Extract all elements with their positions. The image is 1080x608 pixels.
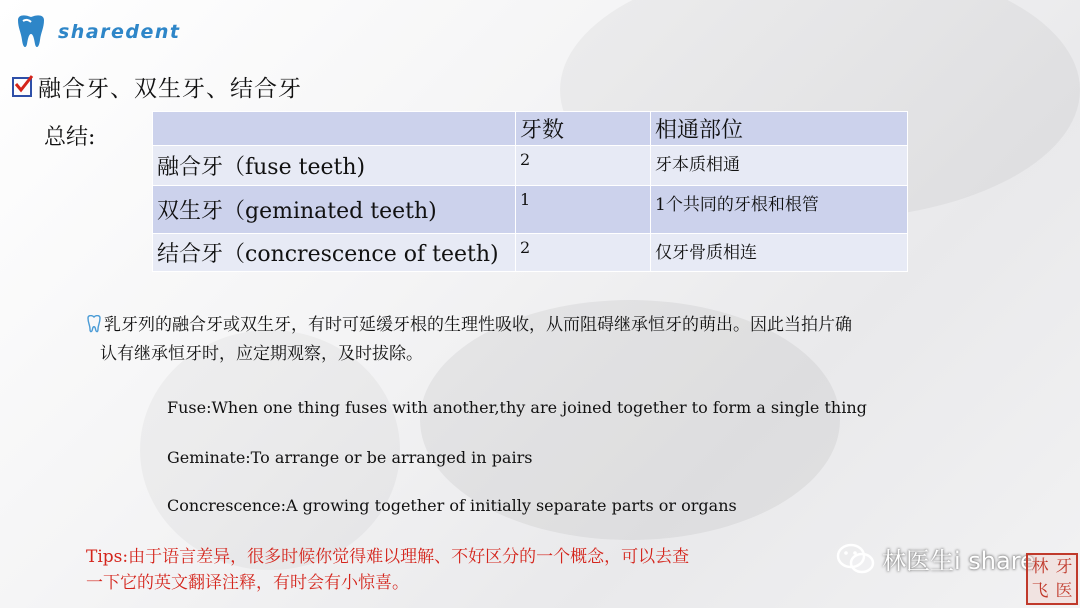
checked-box-icon bbox=[12, 77, 32, 97]
tooth-count-cell: 2 bbox=[516, 146, 651, 186]
header-cell: 相通部位 bbox=[651, 112, 908, 146]
table-row bbox=[153, 186, 908, 234]
tooth-count-cell: 2 bbox=[516, 234, 651, 272]
note-line: 乳牙列的融合牙或双生牙，有时可延缓牙根的生理性吸收，从而阻碍继承恒牙的萌出。因此当拍片确 bbox=[104, 315, 852, 335]
tooth-type-cell: 融合牙（fuse teeth) bbox=[153, 146, 516, 186]
table-row bbox=[153, 146, 908, 186]
tips-line: 一下它的英文翻译注释，有时会有小惊喜。 bbox=[86, 573, 409, 593]
brand-logo bbox=[14, 14, 181, 50]
seal-char: 林 bbox=[1031, 557, 1049, 577]
tips-line: Tips:由于语言差异，很多时候你觉得难以理解、不好区分的一个概念，可以去查 bbox=[86, 547, 690, 567]
tooth-type-cell: 双生牙（geminated teeth) bbox=[153, 186, 516, 234]
clinical-note bbox=[86, 312, 1016, 367]
definition-fuse: Fuse:When one thing fuses with another,thy are joined together to form a single thing bbox=[167, 398, 867, 417]
brand-name: sharedent bbox=[58, 21, 181, 43]
seal-char: 医 bbox=[1055, 581, 1073, 601]
tooth-count-cell: 1 bbox=[516, 186, 651, 234]
header-cell bbox=[153, 112, 516, 146]
header-cell: 牙数 bbox=[516, 112, 651, 146]
comparison-table bbox=[152, 111, 908, 272]
definition-concrescence: Concrescence:A growing together of initially separate parts or organs bbox=[167, 496, 737, 515]
wechat-icon bbox=[836, 542, 876, 576]
slide-heading bbox=[12, 70, 302, 103]
seal-char: 牙 bbox=[1055, 557, 1073, 577]
tips-note bbox=[86, 544, 806, 596]
wechat-account-name: 林医生i share bbox=[882, 547, 1035, 575]
note-line: 认有继承恒牙时，应定期观察，及时拔除。 bbox=[100, 344, 423, 364]
tooth-logo-icon bbox=[14, 14, 48, 50]
table-row bbox=[153, 234, 908, 272]
wechat-watermark bbox=[836, 541, 1035, 576]
definition-geminate: Geminate:To arrange or be arranged in pairs bbox=[167, 448, 533, 467]
tooth-type-cell: 结合牙（concrescence of teeth) bbox=[153, 234, 516, 272]
connection-cell: 牙本质相通 bbox=[651, 146, 908, 186]
tooth-icon bbox=[86, 315, 102, 341]
red-seal-stamp bbox=[1026, 553, 1078, 605]
seal-char: 飞 bbox=[1031, 581, 1049, 601]
connection-cell: 仅牙骨质相连 bbox=[651, 234, 908, 272]
summary-label: 总结: bbox=[44, 125, 96, 150]
connection-cell: 1个共同的牙根和根管 bbox=[651, 186, 908, 234]
heading-text: 融合牙、双生牙、结合牙 bbox=[38, 76, 302, 102]
table-header-row bbox=[153, 112, 908, 146]
